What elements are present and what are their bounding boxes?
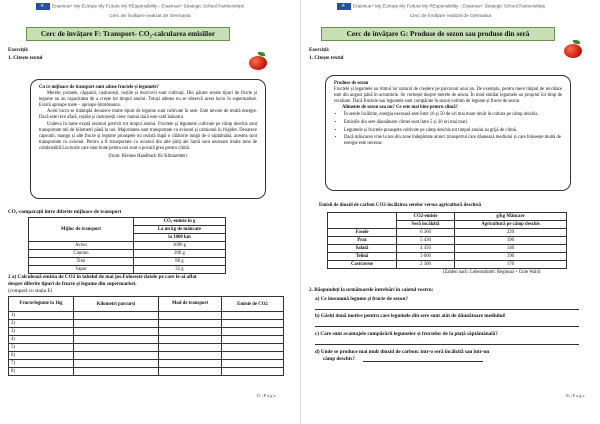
table-caption: Emisii de dioxid de carbon CO2-încălzirea serelor versus agricultură deschisă xyxy=(319,203,482,208)
col-header: Emisie de CO2 xyxy=(222,297,284,312)
text-source: (from: Kleines Handbuch für Klimaretter) xyxy=(108,154,188,160)
col-header: la 1000 km xyxy=(134,234,226,242)
fact-list xyxy=(334,112,562,147)
table-row: 6) xyxy=(9,352,284,360)
answer-line[interactable] xyxy=(363,361,483,362)
answer-line[interactable] xyxy=(315,344,579,345)
table-row: Salată 4 450 140 xyxy=(328,245,567,253)
task2-line1: 2 a) Calculează emisia de CO2 în tabelul de mai jos.Folosește datele pe care le-ai aflat xyxy=(8,274,197,280)
col-header: Mijloc de transport xyxy=(29,218,134,242)
exercise-label: Exerciții: xyxy=(309,47,330,53)
header-left: ★Erasmus+ My EUrope My FUture My REsponsibility - Erasmus+ Strategic School Partnerships xyxy=(36,3,296,10)
list-item: • În serele încălzite, energia necesară este între 10 și 50 de ori mai mare decât în cultura pe câmp deschis. xyxy=(344,112,562,118)
answer-line[interactable] xyxy=(315,326,579,327)
text-question: Cu ce mijloace de transport sunt aduse fructele și legumele? xyxy=(39,85,159,90)
col-header: Seră încălzită xyxy=(397,221,455,229)
table-row: 3) xyxy=(9,328,284,336)
table-row: Telină 3 660 190 xyxy=(328,253,567,261)
question-b: b) Găsiți două motive pentru care legumele din sere sunt atât de dăunătoare mediului! xyxy=(315,313,506,319)
col-header: Fructe/legume la 1kg xyxy=(9,297,74,312)
table-row: Castravete 2 300 170 xyxy=(328,261,567,269)
table1-caption: CO₂-comparații între diferite mijloace de transport xyxy=(8,209,122,215)
list-item: • Legumele și fructele proaspete cultivate pe câmp deschis tot timpul anului au grijă de climă. xyxy=(344,128,562,134)
table-source: (Zahlen nach: Lebensmittel: Regional + Gute Wahl) xyxy=(443,270,541,275)
right-page xyxy=(300,0,600,424)
table-row: Tren 80 g xyxy=(29,258,226,266)
task2-line3: (compară cu stația E) xyxy=(8,288,53,294)
answer-line[interactable] xyxy=(315,309,579,310)
header-right: ★Erasmus+ My EUrope My FUture My REsponsibility - Erasmus+ Strategic School Partnerships xyxy=(337,3,596,10)
col-header: g/kg Mâncare xyxy=(454,213,566,221)
page-number-right: 16 | P a g e xyxy=(565,393,585,398)
subtitle-right: Cerc de învățare realizat de Germania xyxy=(409,14,492,19)
exercise-label: Exerciții: xyxy=(8,47,29,53)
table-row: Vapor 35 g xyxy=(29,266,226,274)
right-title: Cerc de învățare G: Produse de sezon sau produse din seră xyxy=(321,27,555,41)
table-row: 2) xyxy=(9,320,284,328)
text-paragraph: Acest lucru se întâmplă deoarece multe tipuri de legume sunt cultivate în sere. Este nevoie de multă energie. Dacă este rece afară, roșiile și castraveții cresc numai dacă este cald înăuntru. xyxy=(39,109,257,121)
emission-calc-table xyxy=(8,296,284,376)
eu-flag-icon xyxy=(36,3,50,10)
question-c: c) Care sunt avantajele cumpărării legumelor și fructelor de la piață săptămânală? xyxy=(315,331,498,337)
read-text-label: 1. Citește textul xyxy=(309,55,344,61)
table-row: 8) xyxy=(9,368,284,376)
left-title: Cerc de învățare F: Transport- CO₂-calcularea emisiilor xyxy=(26,27,230,41)
table-row: 4) xyxy=(9,336,284,344)
text-paragraph: Fructele și legumele au ritmul lor natural de creștere pe parcursul unui an. De exemplu, pentru mere timpul de recoltare este din august până în octombrie. Se vorbește despre merele de sezon. În mod similar legumele au propriul lor timp de recoltare. Dacă fructele sau legumele sunt cumpărate în sezon vorbim de legume și fructe de sezon xyxy=(334,87,562,105)
table-row: 1) xyxy=(9,312,284,320)
table-row: Camion 200 g xyxy=(29,250,226,258)
task2-label: 2. Răspundeți la următoarele întrebări în caietul vostru: xyxy=(309,287,434,293)
col-header: Kilometri parcurși xyxy=(74,297,159,312)
apple-icon xyxy=(563,40,583,58)
transport-emissions-table xyxy=(28,217,226,274)
col-header: Mod de transport xyxy=(159,297,222,312)
text-paragraph: Undeva în lume există sezonul potrivit tot timpul anului. Fructele și legumele cultivate pe câmp deschis sunt transportate mii de kilometri până la noi. Majoritatea sunt transportate cu avionul și camionul în frigider. Deoarece capsunii, mango și alte fructe și legume proaspete nu rezistă după o călătorie lungă de o săptămână, acestea sunt transportate cu avionul. Pentru a fi transportate cu avionul din alte părți ale lumii sunt necesare multe tone de combustibil.Lucrurile care sunt bune pentru noi sunt o povară grea pentru climă. xyxy=(39,121,257,151)
col-header: CO2-emisie xyxy=(397,213,455,221)
reading-text-box xyxy=(325,75,571,191)
table-row: Avion 1000 g xyxy=(29,242,226,250)
text-paragraph: Merele, prunele, căpșunii, castraveții, roșiile și morcovii sunt cultivați. Din păcate aceste tipuri de fructe și legume nu au capacitatea de a crește tot timpul anului. Totuși adesea nu se observă acest lucru în supermarket. Există aproape toate – aproape întotdeauna. xyxy=(39,91,257,109)
read-text-label: 1. Citește textul xyxy=(8,55,43,61)
table-row: Fasole 6 360 220 xyxy=(328,229,567,237)
question-d-cont: câmp deschis? xyxy=(323,356,355,362)
subtitle-left: Cerc de învățare realizat de Germania xyxy=(109,14,191,19)
col-header: Agricultură pe câmp deschis xyxy=(454,221,566,229)
question-a: a) Ce înseamnă legume și fructe de sezon? xyxy=(315,296,408,302)
question-d: d) Unde se produce mai mult dioxid de carbon: într-o seră încălzită sau într-un xyxy=(315,349,490,355)
table-row: 7) xyxy=(9,360,284,368)
greenhouse-emissions-table xyxy=(327,212,567,269)
page-number-left: 15 | P a g e xyxy=(256,393,276,398)
table-row: 5) xyxy=(9,344,284,352)
reading-text-box xyxy=(30,79,266,199)
text-heading: Produse de sezon xyxy=(334,81,369,86)
eu-flag-icon xyxy=(337,3,351,10)
col-header: CO₂-emisie in g xyxy=(134,218,226,226)
table-row: Praz 5 430 190 xyxy=(328,237,567,245)
list-item: • Dacă mâncarea vine la noi din zone îndepărtate atunci transportul care dăunează mediului și care folosește multă de energie este necesar. xyxy=(344,135,562,147)
list-item: • Emisiile din sere dăunătoare climei sunt între 5 și 30 ori mai mari. xyxy=(344,120,562,126)
text-question: Alimente de sezon sau nu? Ce este mai bine pentru climă? xyxy=(342,105,458,111)
apple-icon xyxy=(248,52,268,70)
task2-line2: despre diferite tipuri de fructe și legume din supermarket. xyxy=(8,281,137,287)
col-header: La un kg de mâncare xyxy=(134,226,226,234)
